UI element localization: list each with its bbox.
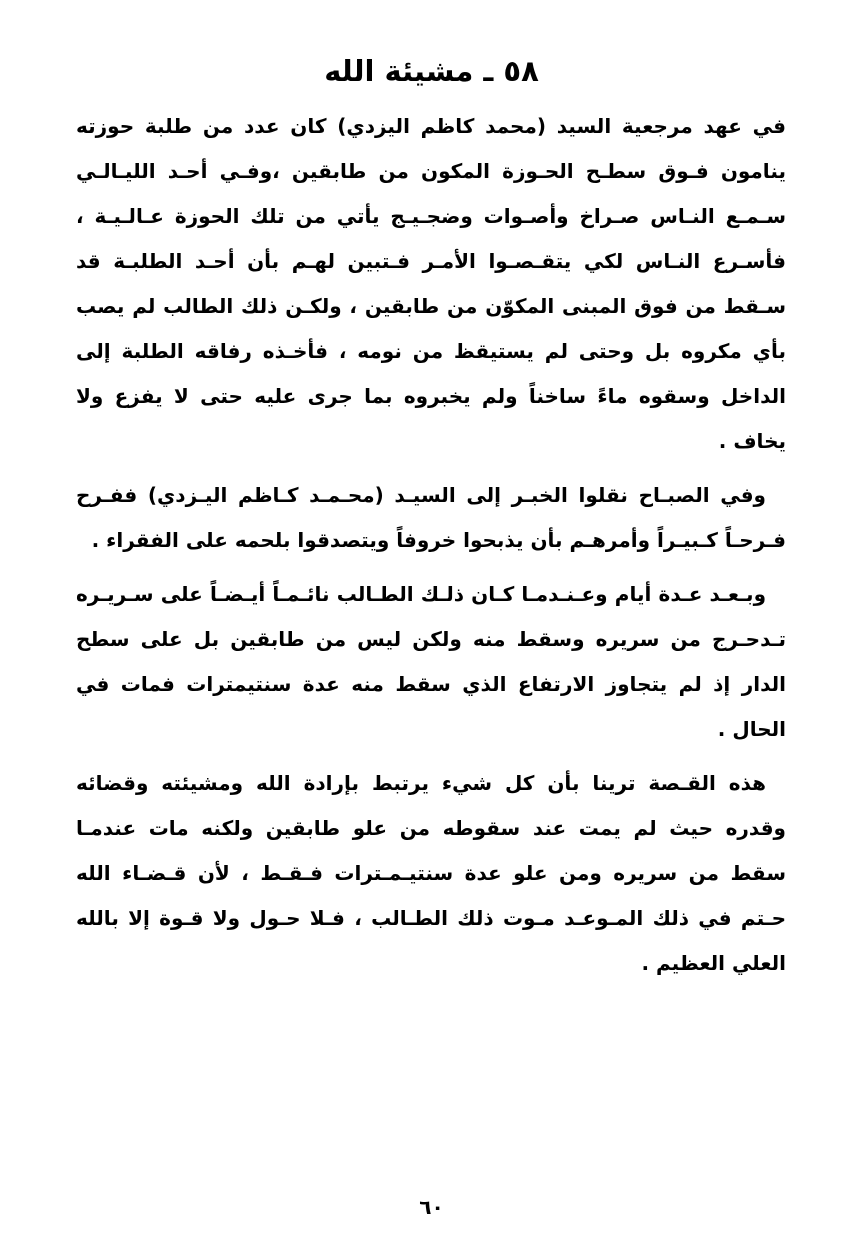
page-number: ٦٠ — [419, 1195, 444, 1219]
paragraph-3: وبـعـد عـدة أيام وعـنـدمـا كـان ذلـك الطـالب نائـمـاً أيـضـاً على سـريـره تـدحـرج من سريره وسقط منه ولكن ليس من طابقين بل على سطح الدار إذ لم يتجاوز الارتفاع الذي سقط منه عدة سنتيمترات فمات في الحال . — [76, 582, 786, 741]
chapter-body — [76, 104, 786, 986]
chapter-title: ٥٨ ـ مشيئة الله — [324, 54, 539, 88]
paragraph-4: هذه القـصة ترينا بأن كل شيء يرتبط بإرادة الله ومشيئته وقضائه وقدره حيث لم يمت عند سقوطه من علو طابقين ولكنه مات عندمـا سقط من سريره ومن علو عدة سنتيـمـترات فـقـط ، لأن قـضـاء الله حـتم في ذلك المـوعـد مـوت ذلك الطـالب ، فـلا حـول ولا قـوة إلا بالله العلي العظيم . — [76, 771, 786, 975]
paragraph-1: في عهد مرجعية السيد (محمد كاظم اليزدي) كان عدد من طلبة حوزته ينامون فـوق سطـح الحـوزة المكون من طابقين ،وفـي أحـد الليـالـي سـمـع النـاس صـراخ وأصـوات وضجـيـج يأتي من تلك الحوزة عـالـيـة ، فأسـرع النـاس لكي يتقـصـوا الأمـر فـتبين لهـم بأن أحـد الطلبـة قد سـقط من فوق المبنى المكوّن من طابقين ، ولكـن ذلك الطالب لم يصب بأي مكروه بل وحتى لم يستيقظ من نومه ، فأخـذه رفاقه الطلبة إلى الداخل وسقوه ماءً ساخناً ولم يخبروه بما جرى عليه حتى لا يفزع ولا يخاف . — [76, 114, 786, 453]
paragraph-2: وفي الصبـاح نقلوا الخبـر إلى السيـد (محـمـد كـاظم اليـزدي) ففـرح فـرحـاً كـبيـراً وأمرهـم بأن يذبحوا خروفاً ويتصدقوا بلحمه على الفقراء . — [76, 483, 786, 552]
